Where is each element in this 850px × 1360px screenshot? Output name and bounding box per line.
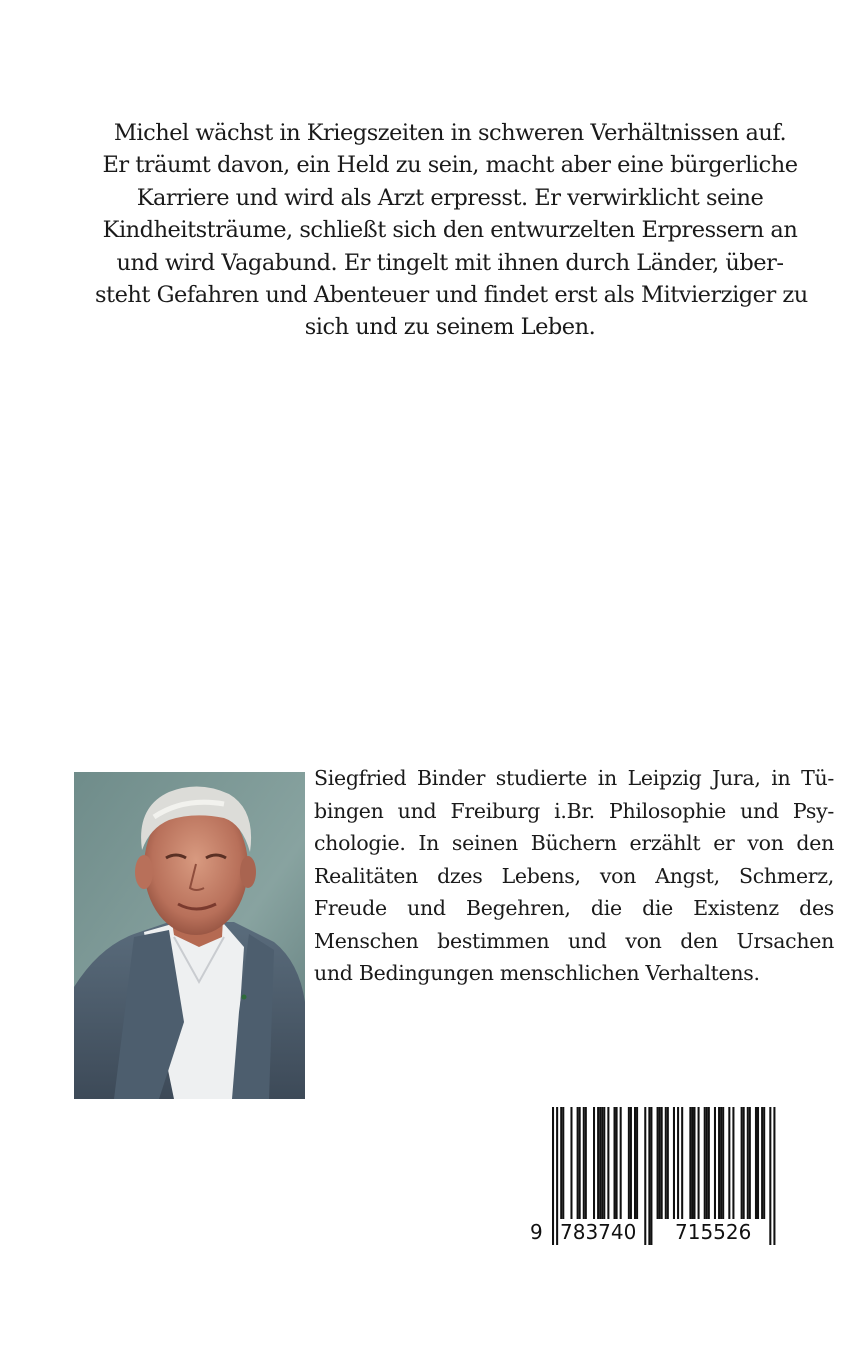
barcode-bar bbox=[691, 1107, 693, 1219]
barcode-bar bbox=[644, 1107, 646, 1245]
barcode-bar bbox=[747, 1107, 749, 1219]
barcode-bar bbox=[749, 1107, 751, 1219]
blurb-line: und wird Vagabund. Er tingelt mit ihnen durch Länder, über- bbox=[116, 249, 784, 276]
barcode-bar bbox=[761, 1107, 763, 1219]
bio-line: und Bedingungen menschlichen Verhaltens. bbox=[314, 961, 760, 985]
barcode-bar bbox=[601, 1107, 603, 1219]
barcode-bar bbox=[693, 1107, 695, 1219]
bio-line: bingen und Freiburg i.Br. Philosophie und Psy- bbox=[314, 798, 834, 823]
barcode-bar bbox=[616, 1107, 618, 1219]
isbn-group-2: 715526 bbox=[675, 1220, 752, 1244]
isbn-prefix: 9 bbox=[530, 1220, 543, 1244]
barcode-bar bbox=[650, 1107, 652, 1245]
barcode-bar bbox=[718, 1107, 720, 1219]
barcode-bar bbox=[732, 1107, 734, 1219]
blurb-text bbox=[95, 117, 808, 344]
blurb-line: Er träumt davon, ein Held zu sein, macht aber eine bürgerliche bbox=[102, 152, 798, 179]
barcode-bar bbox=[630, 1107, 632, 1219]
barcode-bar bbox=[720, 1107, 722, 1219]
barcode-bar bbox=[773, 1107, 775, 1245]
barcode-bar bbox=[583, 1107, 585, 1219]
barcode-bar bbox=[722, 1107, 724, 1219]
isbn-group-1: 783740 bbox=[560, 1220, 637, 1244]
barcode-bar bbox=[677, 1107, 679, 1219]
barcode-bar bbox=[741, 1107, 743, 1219]
barcode-bar bbox=[769, 1107, 771, 1245]
barcode-bar bbox=[570, 1107, 572, 1219]
bio-line: Menschen bestimmen und von den Ursachen bbox=[314, 928, 834, 953]
barcode-bar bbox=[728, 1107, 730, 1219]
barcode-bar bbox=[704, 1107, 706, 1219]
barcode-bar bbox=[593, 1107, 595, 1219]
barcode-bar bbox=[657, 1107, 659, 1219]
barcode-bar bbox=[755, 1107, 757, 1219]
barcode-bar bbox=[599, 1107, 601, 1219]
bio-line: Siegfried Binder studierte in Leipzig Jura, in Tü- bbox=[314, 766, 834, 790]
barcode-bar bbox=[597, 1107, 599, 1219]
barcode-bar bbox=[628, 1107, 630, 1219]
bio-line: Freude und Begehren, die die Existenz des bbox=[314, 896, 834, 920]
barcode-bar bbox=[667, 1107, 669, 1219]
barcode-bar bbox=[661, 1107, 663, 1219]
barcode-bar bbox=[552, 1107, 554, 1245]
barcode-bar bbox=[648, 1107, 650, 1245]
blurb-line: steht Gefahren und Abenteuer und findet erst als Mitvierziger zu bbox=[95, 282, 808, 309]
barcode-bar bbox=[708, 1107, 710, 1219]
barcode-bar bbox=[706, 1107, 708, 1219]
barcode-bar bbox=[673, 1107, 675, 1219]
author-bio bbox=[314, 762, 834, 990]
barcode-bar bbox=[556, 1107, 558, 1245]
barcode-bar bbox=[698, 1107, 700, 1219]
barcode-bar bbox=[560, 1107, 562, 1219]
barcode-bar bbox=[665, 1107, 667, 1219]
barcode-bar bbox=[743, 1107, 745, 1219]
barcode-bar bbox=[603, 1107, 605, 1219]
barcode-bar bbox=[681, 1107, 683, 1219]
blurb-line: sich und zu seinem Leben. bbox=[304, 314, 596, 341]
bio-line: Realitäten dzes Lebens, von Angst, Schmerz, bbox=[314, 863, 834, 888]
barcode-bar bbox=[577, 1107, 579, 1219]
barcode-bar bbox=[585, 1107, 587, 1219]
barcode-bar bbox=[757, 1107, 759, 1219]
barcode-bar bbox=[620, 1107, 622, 1219]
barcode-bar bbox=[607, 1107, 609, 1219]
barcode-bar bbox=[614, 1107, 616, 1219]
author-photo bbox=[74, 772, 305, 1099]
barcode-bar bbox=[579, 1107, 581, 1219]
barcode-bar bbox=[659, 1107, 661, 1219]
bio-line: chologie. In seinen Büchern erzählt er von den bbox=[314, 831, 834, 855]
blurb-line: Kindheitsträume, schließt sich den entwurzelten Erpressern an bbox=[102, 217, 798, 244]
barcode-bar bbox=[763, 1107, 765, 1219]
blurb-line: Michel wächst in Kriegszeiten in schweren Verhältnissen auf. bbox=[113, 120, 787, 146]
barcode-bar bbox=[634, 1107, 636, 1219]
blurb-line: Karriere und wird als Arzt erpresst. Er verwirklicht seine bbox=[136, 184, 764, 211]
barcode-bar bbox=[689, 1107, 691, 1219]
barcode-bar bbox=[562, 1107, 564, 1219]
barcode-bar bbox=[714, 1107, 716, 1219]
barcode-bar bbox=[636, 1107, 638, 1219]
